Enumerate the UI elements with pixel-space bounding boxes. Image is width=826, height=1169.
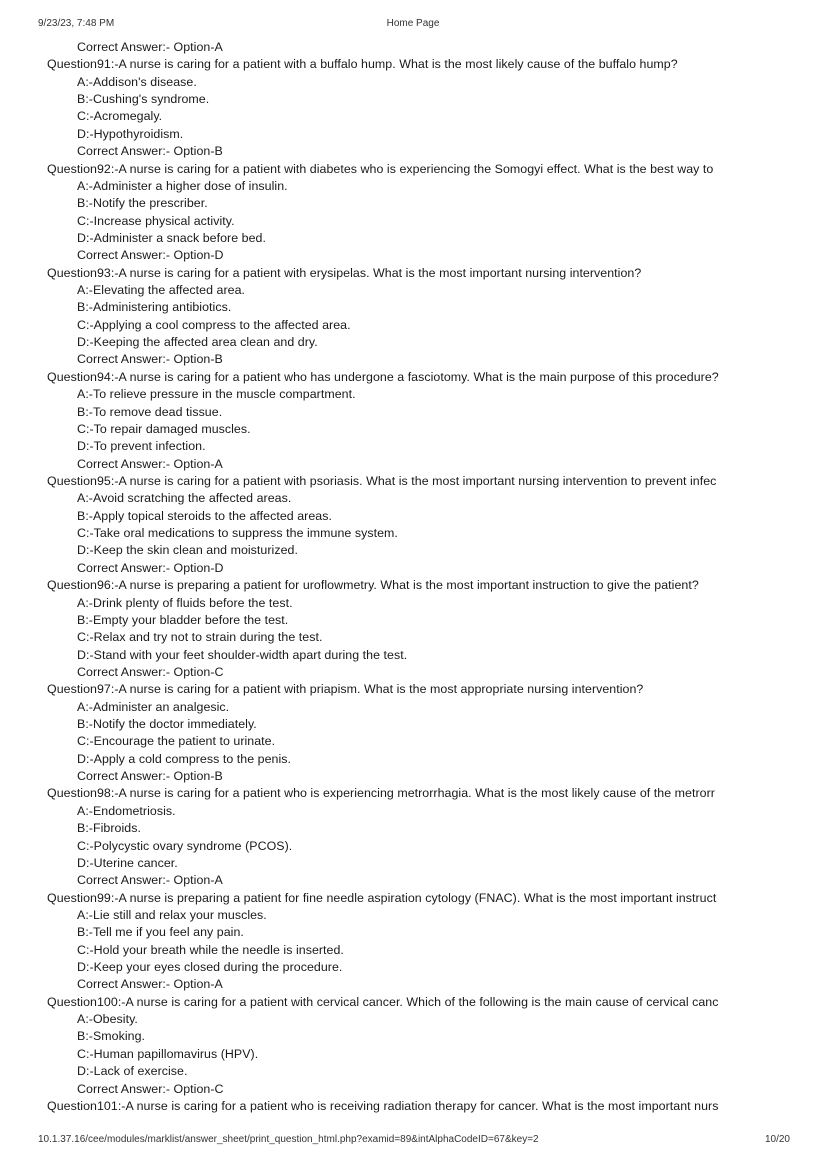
page-url: 10.1.37.16/cee/modules/marklist/answer_sheet/print_question_html.php?examid=89&intAlphaCodeID=67&key=2	[38, 1134, 539, 1145]
correct-answer: Correct Answer:- Option-A	[77, 456, 223, 471]
correct-answer: Correct Answer:- Option-A	[77, 977, 223, 992]
option-line: D:-Uterine cancer.	[77, 855, 178, 870]
option-line: D:-Keep the skin clean and moisturized.	[77, 543, 298, 558]
option-line: B:-Empty your bladder before the test.	[77, 612, 289, 627]
option-line: B:-Notify the doctor immediately.	[77, 717, 257, 732]
option-line: A:-Elevating the affected area.	[77, 283, 246, 298]
option-line: D:-Hypothyroidism.	[77, 126, 184, 141]
option-line: C:-To repair damaged muscles.	[77, 421, 251, 436]
option-line: D:-Keep your eyes closed during the procedure.	[77, 960, 343, 975]
page-title: Home Page	[386, 18, 440, 29]
option-line: D:-Lack of exercise.	[77, 1064, 188, 1079]
option-line: D:-To prevent infection.	[77, 439, 206, 454]
option-line: B:-To remove dead tissue.	[77, 404, 223, 419]
option-line: A:-To relieve pressure in the muscle compartment.	[77, 387, 356, 402]
question-text: Question98:-A nurse is caring for a patient who is experiencing metrorrhagia. What is the most likely cause of the metrorr	[47, 786, 715, 801]
option-line: C:-Applying a cool compress to the affected area.	[77, 317, 351, 332]
option-line: A:-Addison's disease.	[77, 74, 197, 89]
option-line: C:-Acromegaly.	[77, 109, 163, 124]
option-line: C:-Encourage the patient to urinate.	[77, 734, 276, 749]
option-line: A:-Obesity.	[77, 1012, 138, 1027]
page-number: 10/20	[764, 1134, 790, 1145]
option-line: B:-Notify the prescriber.	[77, 196, 208, 211]
option-line: B:-Cushing's syndrome.	[77, 92, 210, 107]
option-line: D:-Apply a cold compress to the penis.	[77, 751, 292, 766]
option-line: C:-Take oral medications to suppress the immune system.	[77, 526, 398, 541]
correct-answer: Correct Answer:- Option-A	[77, 873, 223, 888]
option-line: B:-Smoking.	[77, 1029, 146, 1044]
question-text: Question95:-A nurse is caring for a patient with psoriasis. What is the most important nursing intervention to prevent infec	[47, 473, 717, 488]
option-line: B:-Fibroids.	[77, 821, 141, 836]
question-text: Question99:-A nurse is preparing a patient for fine needle aspiration cytology (FNAC). What is the most important instruct	[47, 890, 717, 905]
option-line: C:-Human papillomavirus (HPV).	[77, 1046, 259, 1061]
option-line: A:-Administer an analgesic.	[77, 699, 230, 714]
question-text: Question97:-A nurse is caring for a patient with priapism. What is the most appropriate nursing intervention?	[47, 682, 644, 697]
option-line: C:-Polycystic ovary syndrome (PCOS).	[77, 838, 293, 853]
correct-answer: Correct Answer:- Option-D	[77, 248, 224, 263]
option-line: B:-Apply topical steroids to the affected areas.	[77, 508, 332, 523]
question-text: Question91:-A nurse is caring for a patient with a buffalo hump. What is the most likely cause of the buffalo hump?	[47, 57, 678, 72]
option-line: C:-Hold your breath while the needle is inserted.	[77, 942, 344, 957]
question-text: Question96:-A nurse is preparing a patient for uroflowmetry. What is the most important instruction to give the patient?	[47, 578, 699, 593]
question-text: Question93:-A nurse is caring for a patient with erysipelas. What is the most important nursing intervention?	[47, 265, 642, 280]
question-text: Question101:-A nurse is caring for a patient who is receiving radiation therapy for cancer. What is the most important nurs	[47, 1098, 719, 1113]
correct-answer: Correct Answer:- Option-B	[77, 144, 223, 159]
print-footer	[0, 1134, 826, 1148]
question-text: Question100:-A nurse is caring for a patient with cervical cancer. Which of the following is the main cause of cervical canc	[47, 994, 719, 1009]
option-line: A:-Endometriosis.	[77, 803, 176, 818]
option-line: B:-Administering antibiotics.	[77, 300, 232, 315]
question-text: Question92:-A nurse is caring for a patient with diabetes who is experiencing the Somogyi effect. What is the best way to	[47, 161, 714, 176]
correct-answer: Correct Answer:- Option-C	[77, 664, 224, 679]
option-line: C:-Increase physical activity.	[77, 213, 235, 228]
option-line: B:-Tell me if you feel any pain.	[77, 925, 244, 940]
option-line: A:-Administer a higher dose of insulin.	[77, 178, 288, 193]
option-line: D:-Stand with your feet shoulder-width apart during the test.	[77, 647, 408, 662]
correct-answer: Correct Answer:- Option-B	[77, 352, 223, 367]
option-line: D:-Keeping the affected area clean and dry.	[77, 335, 318, 350]
print-datetime: 9/23/23, 7:48 PM	[38, 18, 115, 29]
correct-answer: Correct Answer:- Option-A	[77, 40, 223, 54]
correct-answer: Correct Answer:- Option-B	[77, 769, 223, 784]
print-header	[0, 18, 826, 32]
option-line: A:-Drink plenty of fluids before the test.	[77, 595, 293, 610]
question-text: Question94:-A nurse is caring for a patient who has undergone a fasciotomy. What is the main purpose of this procedure?	[47, 369, 719, 384]
question-list	[0, 39, 787, 1115]
option-line: A:-Lie still and relax your muscles.	[77, 907, 267, 922]
option-line: C:-Relax and try not to strain during the test.	[77, 630, 323, 645]
option-line: A:-Avoid scratching the affected areas.	[77, 491, 292, 506]
correct-answer: Correct Answer:- Option-D	[77, 560, 224, 575]
correct-answer: Correct Answer:- Option-C	[77, 1081, 224, 1096]
option-line: D:-Administer a snack before bed.	[77, 230, 266, 245]
